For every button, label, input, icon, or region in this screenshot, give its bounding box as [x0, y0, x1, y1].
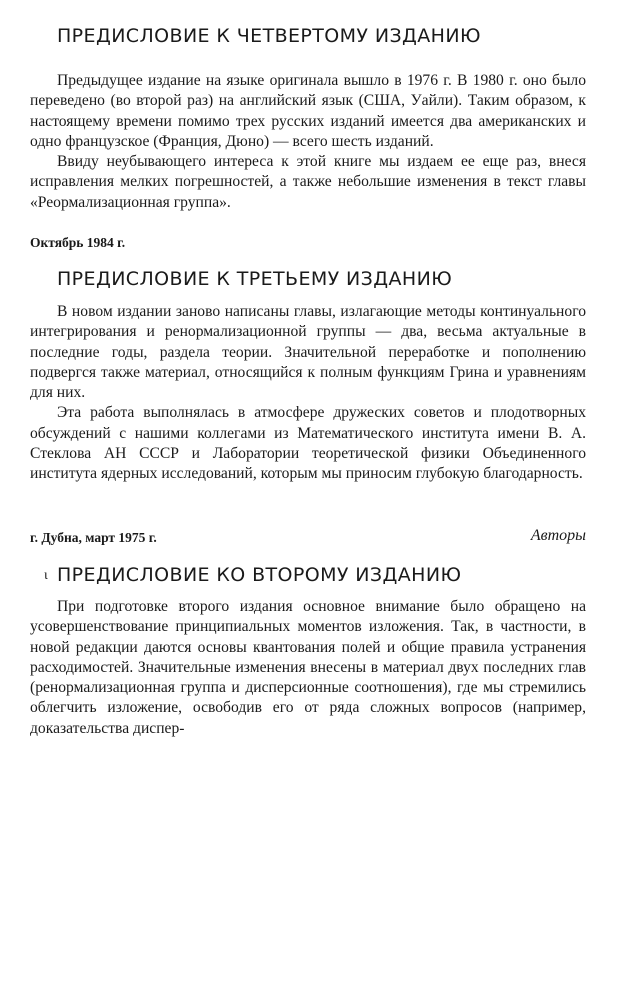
- preface-second-edition: [30, 562, 586, 588]
- preface-fourth-edition: [30, 23, 586, 49]
- preface-third-edition: [30, 266, 586, 292]
- preface-second-body: [30, 597, 586, 739]
- section-heading: ПРЕДИСЛОВИЕ К ЧЕТВЕРТОМУ ИЗДАНИЮ: [57, 25, 481, 47]
- section-heading: ПРЕДИСЛОВИЕ КО ВТОРОМУ ИЗДАНИЮ: [57, 564, 462, 586]
- preface-third-body: [30, 302, 586, 485]
- date-line: г. Дубна, март 1975 г.: [30, 530, 157, 545]
- preface-fourth-body: [30, 71, 586, 213]
- stray-mark: ι: [44, 568, 48, 583]
- authors-signature: Авторы: [530, 527, 586, 544]
- section-heading: ПРЕДИСЛОВИЕ К ТРЕТЬЕМУ ИЗДАНИЮ: [57, 268, 453, 290]
- paragraph: Ввиду неубывающего интереса к этой книге мы издаем ее еще раз, внеся исправления мелких погрешностей, а также небольшие изменения в текст главы «Реормализационная группа».: [30, 153, 586, 211]
- paragraph: Эта работа выполнялась в атмосфере дружеских советов и плодотворных обсуждений с нашими коллегами из Математического института имени В. А. Стеклова АН СССР и Лаборатории теоретической физики Объединенного института ядерных исследований, которым мы приносим глубокую благодарность.: [30, 404, 586, 483]
- paragraph: В новом издании заново написаны главы, излагающие методы континуального интегрирования и ренормализационной группы — два, весьма актуальные в последние годы, раздела теории. Значительной переработке и пополнению подвергся также материал, относящийся к полным функциям Грина и уравнениям для них.: [30, 303, 586, 402]
- paragraph: Предыдущее издание на языке оригинала вышло в 1976 г. В 1980 г. оно было переведено (во второй раз) на английский язык (США, Уайли). Таким образом, к настоящему времени помимо трех русских изданий имеется два американских и одно французское (Франция, Дюно) — всего шесть изданий.: [30, 72, 586, 150]
- date-line: Октябрь 1984 г.: [30, 235, 126, 250]
- paragraph: При подготовке второго издания основное внимание было обращено на усовершенствование принципиальных моментов изложения. Так, в частности, в новой редакции даются основы квантования полей и общие правила устранения расходимостей. Значительные изменения внесены в материал двух последних глав (ренормализационная группа и дисперсионные соотношения), где мы стремились облегчить изложение, освободив его от ряда сложных вопросов (например, доказательства диспер-: [30, 598, 586, 737]
